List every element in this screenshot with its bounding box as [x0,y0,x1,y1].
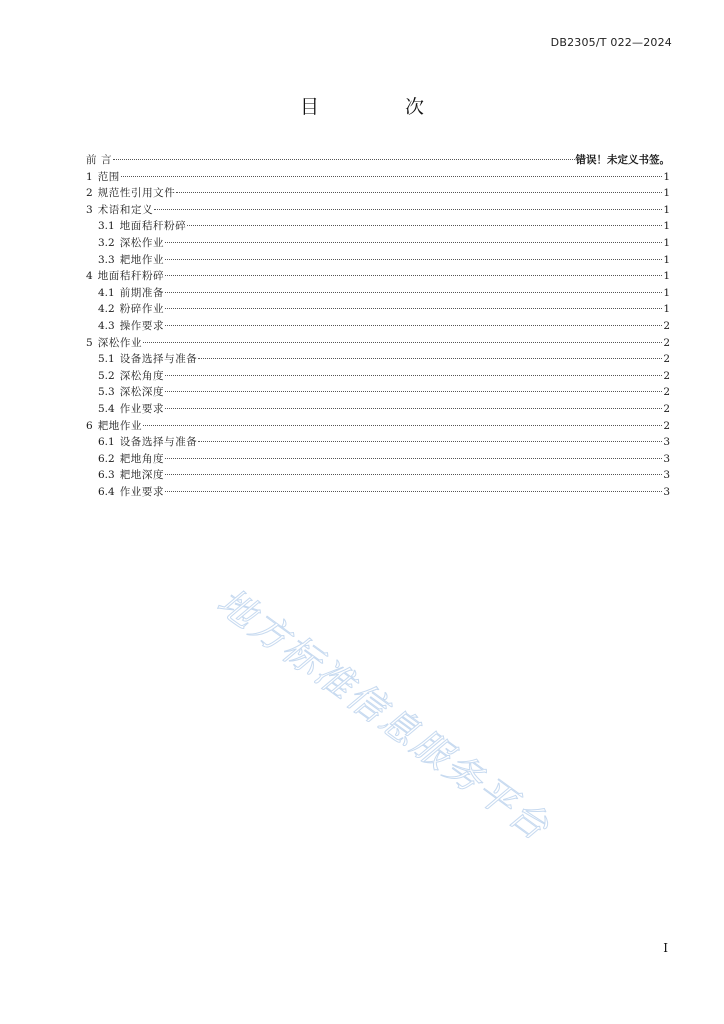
toc-entry-number: 6.3 [98,469,115,482]
dot-leader [165,308,662,309]
dot-leader [165,375,662,376]
toc-entry[interactable] [86,252,670,269]
toc-entry-number: 3.1 [98,220,115,233]
toc-entry[interactable] [86,384,670,401]
toc-entry-label: 设备选择与准备 [119,353,198,366]
toc-entry-page: 1 [663,203,670,216]
toc-entry-page: 3 [663,469,670,482]
toc-entry-page: 1 [663,303,670,316]
toc-entry[interactable] [86,301,670,318]
toc-entry-page: 错误！未定义书签。 [575,154,670,166]
toc-entry-foreword[interactable] [86,152,670,169]
toc-entry[interactable] [86,185,670,202]
dot-leader [198,358,662,359]
toc-entry-page: 2 [663,369,670,382]
toc-entry-number: 4.1 [98,286,115,299]
toc-entry-label: 地面秸秆粉碎 [119,220,187,233]
toc-entry-page: 1 [663,187,670,200]
toc-entry-page: 1 [663,170,670,183]
toc-entry[interactable] [86,268,670,285]
toc-entry[interactable] [86,318,670,335]
toc-entry-page: 3 [663,436,670,449]
toc-entry[interactable] [86,235,670,252]
toc-entry-label: 地面秸秆粉碎 [97,270,165,283]
page-number: I [663,941,668,955]
toc-entry-page: 1 [663,220,670,233]
dot-leader [165,292,662,293]
toc-entry-label: 前期准备 [119,286,165,299]
dot-leader [113,159,574,160]
toc-entry[interactable] [86,218,670,235]
toc-entry-label: 深松作业 [119,236,165,249]
toc-entry-page: 2 [663,402,670,415]
toc-entry-page: 2 [663,419,670,432]
toc-entry-number: 4 [86,270,93,283]
toc-entry-page: 3 [663,485,670,498]
dot-leader [176,192,662,193]
toc-entry-label: 耙地角度 [119,452,165,465]
toc-entry-number: 4.2 [98,303,115,316]
toc-entry-number: 3 [86,203,93,216]
toc-entry-page: 2 [663,319,670,332]
toc-entry-label: 设备选择与准备 [119,436,198,449]
dot-leader [165,458,662,459]
toc-entry-label: 粉碎作业 [119,303,165,316]
dot-leader [154,209,662,210]
toc-entry-page: 3 [663,452,670,465]
toc-entry-page: 1 [663,270,670,283]
watermark: 地方标准信息服务平台 [209,579,559,850]
toc-entry-number: 6.2 [98,452,115,465]
toc-entry[interactable] [86,434,670,451]
toc-entry[interactable] [86,169,670,186]
toc-entry-label: 耙地深度 [119,469,165,482]
toc-entry-label: 范围 [97,170,120,183]
toc-entry-number: 3.3 [98,253,115,266]
dot-leader [165,474,662,475]
table-of-contents [86,152,670,500]
dot-leader [121,176,662,177]
toc-entry-label: 深松作业 [97,336,143,349]
toc-entry[interactable] [86,335,670,352]
dot-leader [165,391,662,392]
toc-entry[interactable] [86,401,670,418]
toc-entry-number: 2 [86,187,93,200]
document-code: DB2305/T 022—2024 [550,36,672,49]
toc-entry-number: 5 [86,336,93,349]
toc-entry[interactable] [86,451,670,468]
dot-leader [165,242,662,243]
toc-entry-page: 2 [663,353,670,366]
toc-entry-number: 5.3 [98,386,115,399]
toc-entry[interactable] [86,418,670,435]
toc-entry-number: 6 [86,419,93,432]
toc-entry-number: 6.4 [98,485,115,498]
toc-entry-label: 规范性引用文件 [97,187,176,200]
dot-leader [165,259,662,260]
toc-entry-label: 作业要求 [119,402,165,415]
page-title: 目 次 [299,96,465,118]
toc-entry-number: 3.2 [98,236,115,249]
dot-leader [165,491,662,492]
toc-entry[interactable] [86,484,670,501]
toc-entry-number: 5.4 [98,402,115,415]
toc-entry[interactable] [86,351,670,368]
toc-entry-page: 2 [663,336,670,349]
dot-leader [198,441,662,442]
toc-entry-page: 2 [663,386,670,399]
toc-entry-label: 耙地作业 [97,419,143,432]
dot-leader [165,275,662,276]
toc-entry[interactable] [86,285,670,302]
toc-entry-number: 5.1 [98,353,115,366]
toc-entry-page: 1 [663,253,670,266]
toc-entry-label: 深松角度 [119,369,165,382]
toc-entry[interactable] [86,202,670,219]
dot-leader [143,425,662,426]
toc-entry[interactable] [86,368,670,385]
dot-leader [165,408,662,409]
dot-leader [187,225,662,226]
toc-entry-page: 1 [663,286,670,299]
toc-entry-label: 耙地作业 [119,253,165,266]
toc-entry-number: 1 [86,170,93,183]
toc-entry-label: 前 言 [86,154,113,166]
toc-entry-number: 4.3 [98,319,115,332]
dot-leader [143,342,662,343]
toc-entry-label: 作业要求 [119,485,165,498]
toc-entry[interactable] [86,467,670,484]
toc-entry-number: 6.1 [98,436,115,449]
toc-entry-label: 术语和定义 [97,203,154,216]
toc-entry-page: 1 [663,236,670,249]
dot-leader [165,325,662,326]
toc-entry-label: 操作要求 [119,319,165,332]
toc-entry-number: 5.2 [98,369,115,382]
toc-entry-label: 深松深度 [119,386,165,399]
